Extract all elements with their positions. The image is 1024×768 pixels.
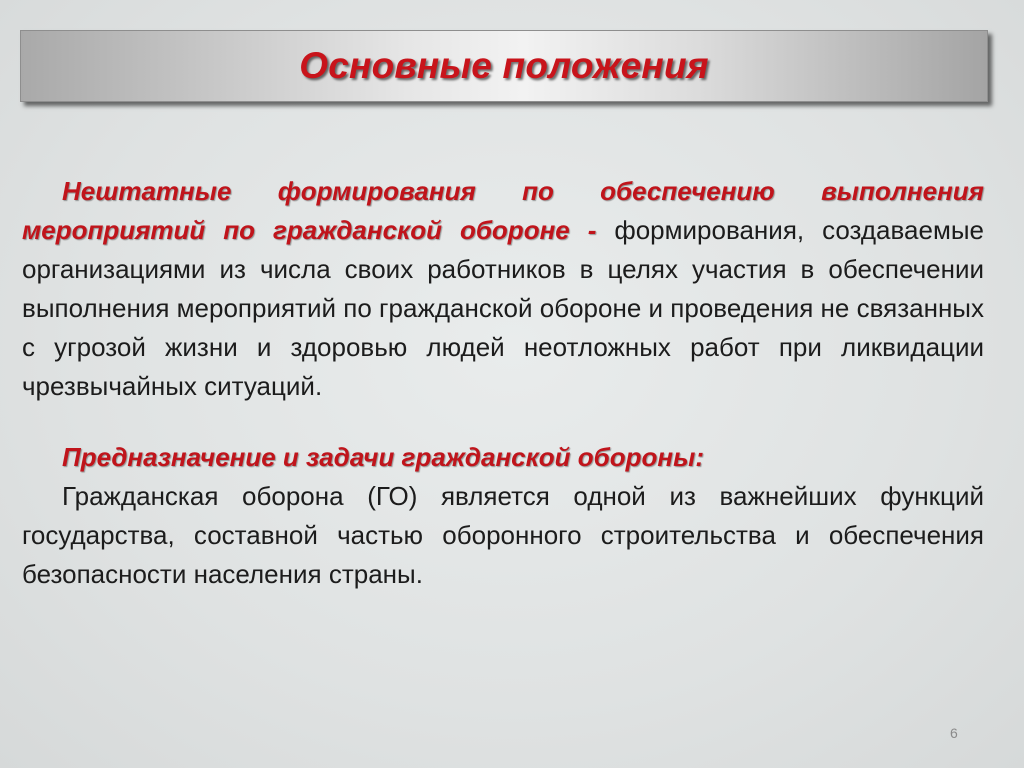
- slide-title: Основные положения: [299, 45, 709, 86]
- section-paragraph: Гражданская оборона (ГО) является одной из важнейших функций государства, составной частью оборонного строительства и обеспечения безопасности населения страны.: [22, 481, 984, 589]
- slide-body: [22, 172, 984, 594]
- definition-paragraph: [22, 172, 984, 406]
- section-heading-text: Предназначение и задачи гражданской обороны:: [62, 442, 704, 472]
- definition-term: Нештатные формирования по обеспечению выполнения мероприятий по гражданской обороне -: [22, 176, 984, 245]
- page-number: 6: [950, 725, 958, 741]
- title-banner: [20, 30, 988, 102]
- section-heading: [22, 438, 984, 477]
- paragraph-spacer: [22, 406, 984, 438]
- definition-text: формирования, создаваемые организациями из числа своих работников в целях участия в обеспечении выполнения мероприятий по гражданской обороне и проведения не связанных с угрозой жизни и здоровью людей неотложных работ при ликвидации чрезвычайных ситуаций.: [22, 215, 984, 401]
